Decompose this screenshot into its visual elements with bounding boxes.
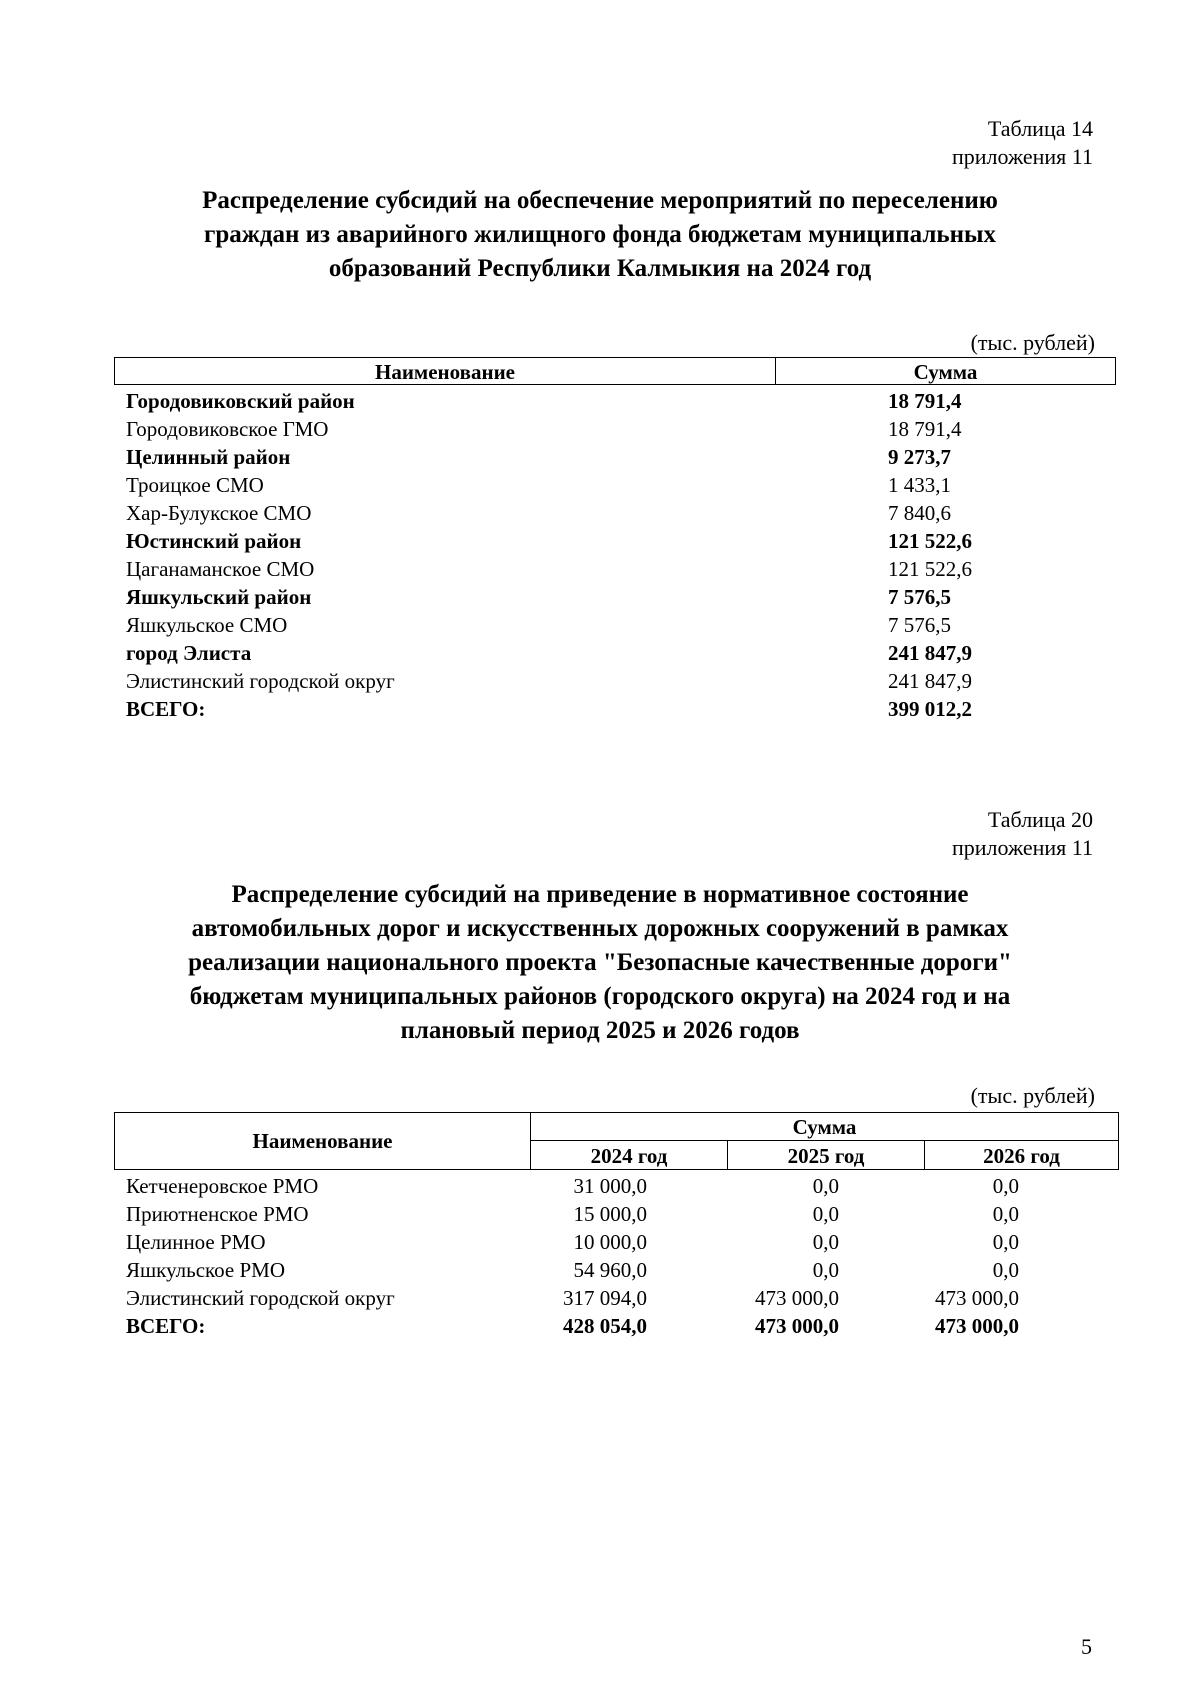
table2-header-year: 2024 год (531, 1141, 728, 1169)
table1-number: Таблица 14 (987, 116, 1093, 141)
table1-unit: (тыс. рублей) (970, 330, 1095, 355)
table-row (126, 1172, 1119, 1200)
row-value-2024: 54 960,0 (573, 1258, 647, 1282)
row-name: Яшкульское РМО (126, 1258, 286, 1282)
table-row (126, 639, 1116, 667)
table1-title (80, 184, 1120, 286)
table-row (126, 667, 1116, 695)
table-row (126, 527, 1116, 555)
row-value: 399 012,2 (888, 697, 972, 721)
table2-header-name: Наименование (115, 1113, 531, 1169)
row-value-2024: 317 094,0 (563, 1286, 647, 1310)
row-value-2026: 0,0 (992, 1230, 1019, 1254)
row-name: Элистинский городской округ (126, 1286, 395, 1310)
table1-header (114, 357, 1116, 385)
row-name: Яшкульское СМО (126, 613, 288, 637)
table2-title (80, 878, 1120, 1048)
table-row (126, 1228, 1119, 1256)
row-name: Элистинский городской округ (126, 669, 395, 693)
row-value-2025: 473 000,0 (755, 1314, 839, 1338)
row-value: 18 791,4 (888, 389, 962, 413)
table-row (126, 1284, 1119, 1312)
row-value-2024: 15 000,0 (573, 1202, 647, 1226)
row-value: 7 840,6 (888, 501, 951, 525)
row-value-2025: 0,0 (812, 1202, 839, 1226)
row-name: ВСЕГО: (126, 697, 206, 721)
table2-number: Таблица 20 (987, 807, 1093, 832)
table2-title-line: бюджетам муниципальных районов (городского округа) на 2024 год и на (189, 983, 1011, 1010)
row-name: Кетченеровское РМО (126, 1174, 319, 1198)
table1-appendix: приложения 11 (951, 144, 1093, 169)
row-value-2024: 31 000,0 (573, 1174, 647, 1198)
row-name: Цаганаманское СМО (126, 557, 315, 581)
row-value: 121 522,6 (888, 529, 972, 553)
table1-title-line: Распределение субсидий на обеспечение мероприятий по переселению (202, 187, 998, 214)
table-row (126, 583, 1116, 611)
table-row (126, 415, 1116, 443)
table2-title-line: Распределение субсидий на приведение в нормативное состояние (231, 881, 969, 908)
row-name: Приютненское РМО (126, 1202, 309, 1226)
row-value-2025: 0,0 (812, 1258, 839, 1282)
row-name: Городовиковский район (126, 389, 355, 413)
row-name: Троицкое СМО (126, 473, 264, 497)
table-row (126, 471, 1116, 499)
table-row (126, 499, 1116, 527)
table2-header-year: 2026 год (983, 1144, 1060, 1168)
table2-title-line: автомобильных дорог и искусственных дорожных сооружений в рамках (191, 915, 1009, 942)
row-value-2026: 473 000,0 (935, 1286, 1019, 1310)
row-name: ВСЕГО: (126, 1314, 206, 1338)
row-value-2026: 0,0 (992, 1258, 1019, 1282)
table-row (126, 695, 1116, 723)
table1-body (126, 387, 1116, 723)
row-name: город Элиста (126, 641, 252, 665)
table-row (126, 611, 1116, 639)
table2-body (126, 1172, 1119, 1340)
table-row (126, 1312, 1119, 1340)
row-value-2025: 473 000,0 (755, 1286, 839, 1310)
row-name: Юстинский район (126, 529, 302, 553)
row-value-2025: 0,0 (812, 1230, 839, 1254)
row-value: 9 273,7 (888, 445, 951, 469)
table2-title-line: плановый период 2025 и 2026 годов (400, 1017, 800, 1044)
table-row (126, 1256, 1119, 1284)
table1-header-sum: Сумма (913, 360, 978, 384)
row-value: 121 522,6 (888, 557, 972, 581)
table-row (126, 555, 1116, 583)
table2-header (114, 1112, 1119, 1170)
row-value: 1 433,1 (888, 473, 951, 497)
table2-title-line: реализации национального проекта "Безопасные качественные дороги" (188, 949, 1012, 976)
row-value: 241 847,9 (888, 641, 972, 665)
row-name: Хар-Булукское СМО (126, 501, 312, 525)
row-value-2026: 0,0 (992, 1174, 1019, 1198)
page-number: 5 (1081, 1634, 1092, 1659)
row-value: 7 576,5 (888, 613, 951, 637)
row-name: Яшкульский район (126, 585, 312, 609)
table-row (126, 387, 1116, 415)
row-name: Городовиковское ГМО (126, 417, 329, 441)
row-value-2026: 0,0 (992, 1202, 1019, 1226)
table-row (126, 1200, 1119, 1228)
row-name: Целинное РМО (126, 1230, 266, 1254)
table-row (126, 443, 1116, 471)
table2-appendix: приложения 11 (951, 835, 1093, 860)
table1-title-line: образований Республики Калмыкия на 2024 год (328, 255, 872, 282)
table1-title-line: граждан из аварийного жилищного фонда бюджетам муниципальных (203, 221, 997, 248)
row-value: 7 576,5 (888, 585, 951, 609)
table2-header-sum: Сумма (531, 1113, 1118, 1141)
row-value-2026: 473 000,0 (935, 1314, 1019, 1338)
row-value: 18 791,4 (888, 417, 962, 441)
table1-header-name: Наименование (115, 358, 776, 384)
row-value-2024: 10 000,0 (573, 1230, 647, 1254)
table2-header-year: 2025 год (728, 1141, 925, 1169)
row-value-2024: 428 054,0 (563, 1314, 647, 1338)
row-value-2025: 0,0 (812, 1174, 839, 1198)
row-value: 241 847,9 (888, 669, 972, 693)
row-name: Целинный район (126, 445, 291, 469)
table2-unit: (тыс. рублей) (970, 1083, 1095, 1108)
